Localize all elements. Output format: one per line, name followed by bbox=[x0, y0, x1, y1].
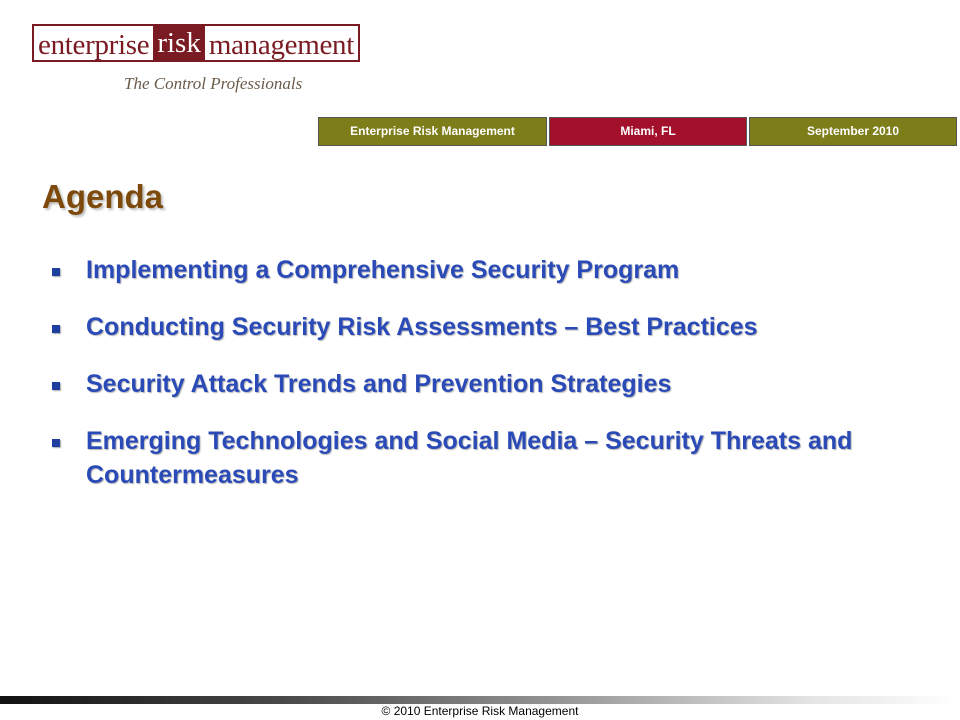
agenda-item bbox=[48, 367, 928, 401]
agenda-item-text: Emerging Technologies and Social Media – Security Threats and Countermeasures bbox=[86, 427, 853, 489]
logo-word-enterprise: enterprise bbox=[32, 24, 153, 62]
square-bullet-icon bbox=[52, 439, 60, 447]
square-bullet-icon bbox=[52, 268, 60, 276]
square-bullet-icon bbox=[52, 325, 60, 333]
header-location: Miami, FL bbox=[549, 117, 747, 146]
header-bar bbox=[318, 117, 957, 146]
agenda-item bbox=[48, 253, 928, 287]
footer-copyright: © 2010 Enterprise Risk Management bbox=[381, 704, 579, 718]
slide-title: Agenda bbox=[42, 178, 164, 215]
agenda-list bbox=[48, 253, 928, 515]
logo-tagline: The Control Professionals bbox=[124, 74, 303, 93]
agenda-item-text: Conducting Security Risk Assessments – Best Practices bbox=[86, 313, 758, 341]
logo-word-management: management bbox=[205, 24, 360, 62]
header-organization: Enterprise Risk Management bbox=[318, 117, 547, 146]
square-bullet-icon bbox=[52, 382, 60, 390]
agenda-item bbox=[48, 310, 928, 344]
agenda-item bbox=[48, 424, 928, 492]
company-logo bbox=[32, 24, 355, 104]
logo-word-risk: risk bbox=[153, 24, 205, 62]
agenda-item-text: Implementing a Comprehensive Security Program bbox=[86, 256, 680, 284]
agenda-item-text: Security Attack Trends and Prevention Strategies bbox=[86, 370, 672, 398]
header-date: September 2010 bbox=[749, 117, 957, 146]
footer-gradient-bar bbox=[0, 696, 960, 704]
logo-wordmark bbox=[32, 24, 360, 66]
